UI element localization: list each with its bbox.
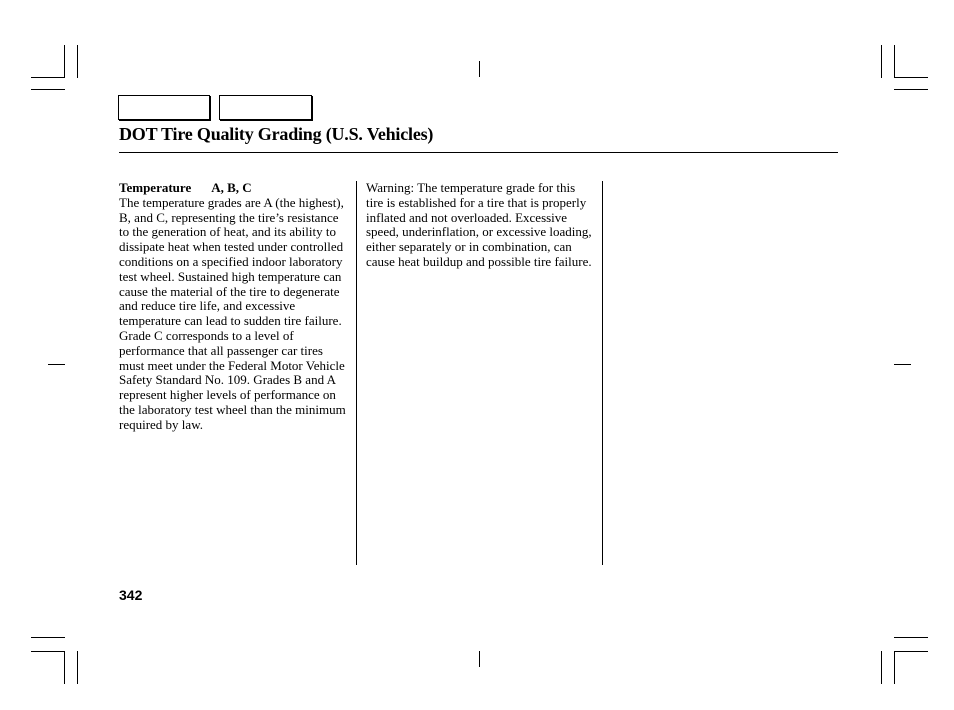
crop-mark (77, 651, 78, 684)
crop-mark (894, 77, 928, 78)
crop-mark (894, 651, 928, 652)
center-mark (479, 651, 480, 667)
crop-mark (894, 651, 895, 684)
crop-mark (894, 45, 895, 78)
temperature-heading (119, 181, 349, 196)
column-divider (602, 181, 603, 565)
crop-mark (31, 77, 65, 78)
crop-mark (31, 651, 65, 652)
header-tab-box-1 (118, 95, 210, 120)
center-mark (48, 364, 65, 365)
crop-mark (77, 45, 78, 78)
temperature-grades: A, B, C (211, 180, 252, 195)
crop-mark (894, 637, 928, 638)
center-mark (479, 61, 480, 77)
warning-column (366, 181, 594, 270)
temperature-heading-label: Temperature (119, 180, 192, 195)
crop-mark (31, 89, 65, 90)
title-rule (119, 152, 838, 153)
page-title: DOT Tire Quality Grading (U.S. Vehicles) (119, 124, 434, 144)
header-tab-box-2 (219, 95, 312, 120)
page-number: 342 (119, 587, 143, 603)
column-divider (356, 181, 357, 565)
crop-mark (881, 651, 882, 684)
temperature-column (119, 181, 349, 433)
crop-mark (894, 89, 928, 90)
temperature-body: The temperature grades are A (the highest), B, and C, representing the tire’s resistance to the generation of heat, and its ability to dissipate heat when tested under controlled conditions on a specified indoor laboratory test wheel. Sustained high temperature can cause the material of the tire to degenerate and reduce tire life, and excessive temperature can lead to sudden tire failure. Grade C corresponds to a level of performance that all passenger car tires must meet under the Federal Motor Vehicle Safety Standard No. 109. Grades B and A represent higher levels of performance on the laboratory test wheel than the minimum required by law. (119, 194, 346, 432)
warning-text: Warning: The temperature grade for this tire is established for a tire that is properly inflated and not overloaded. Excessive speed, underinflation, or excessive loading, either separately or in combination, can cause heat buildup and possible tire failure. (366, 180, 592, 269)
center-mark (894, 364, 911, 365)
crop-mark (881, 45, 882, 78)
crop-mark (31, 637, 65, 638)
crop-mark (64, 651, 65, 684)
crop-mark (64, 45, 65, 78)
